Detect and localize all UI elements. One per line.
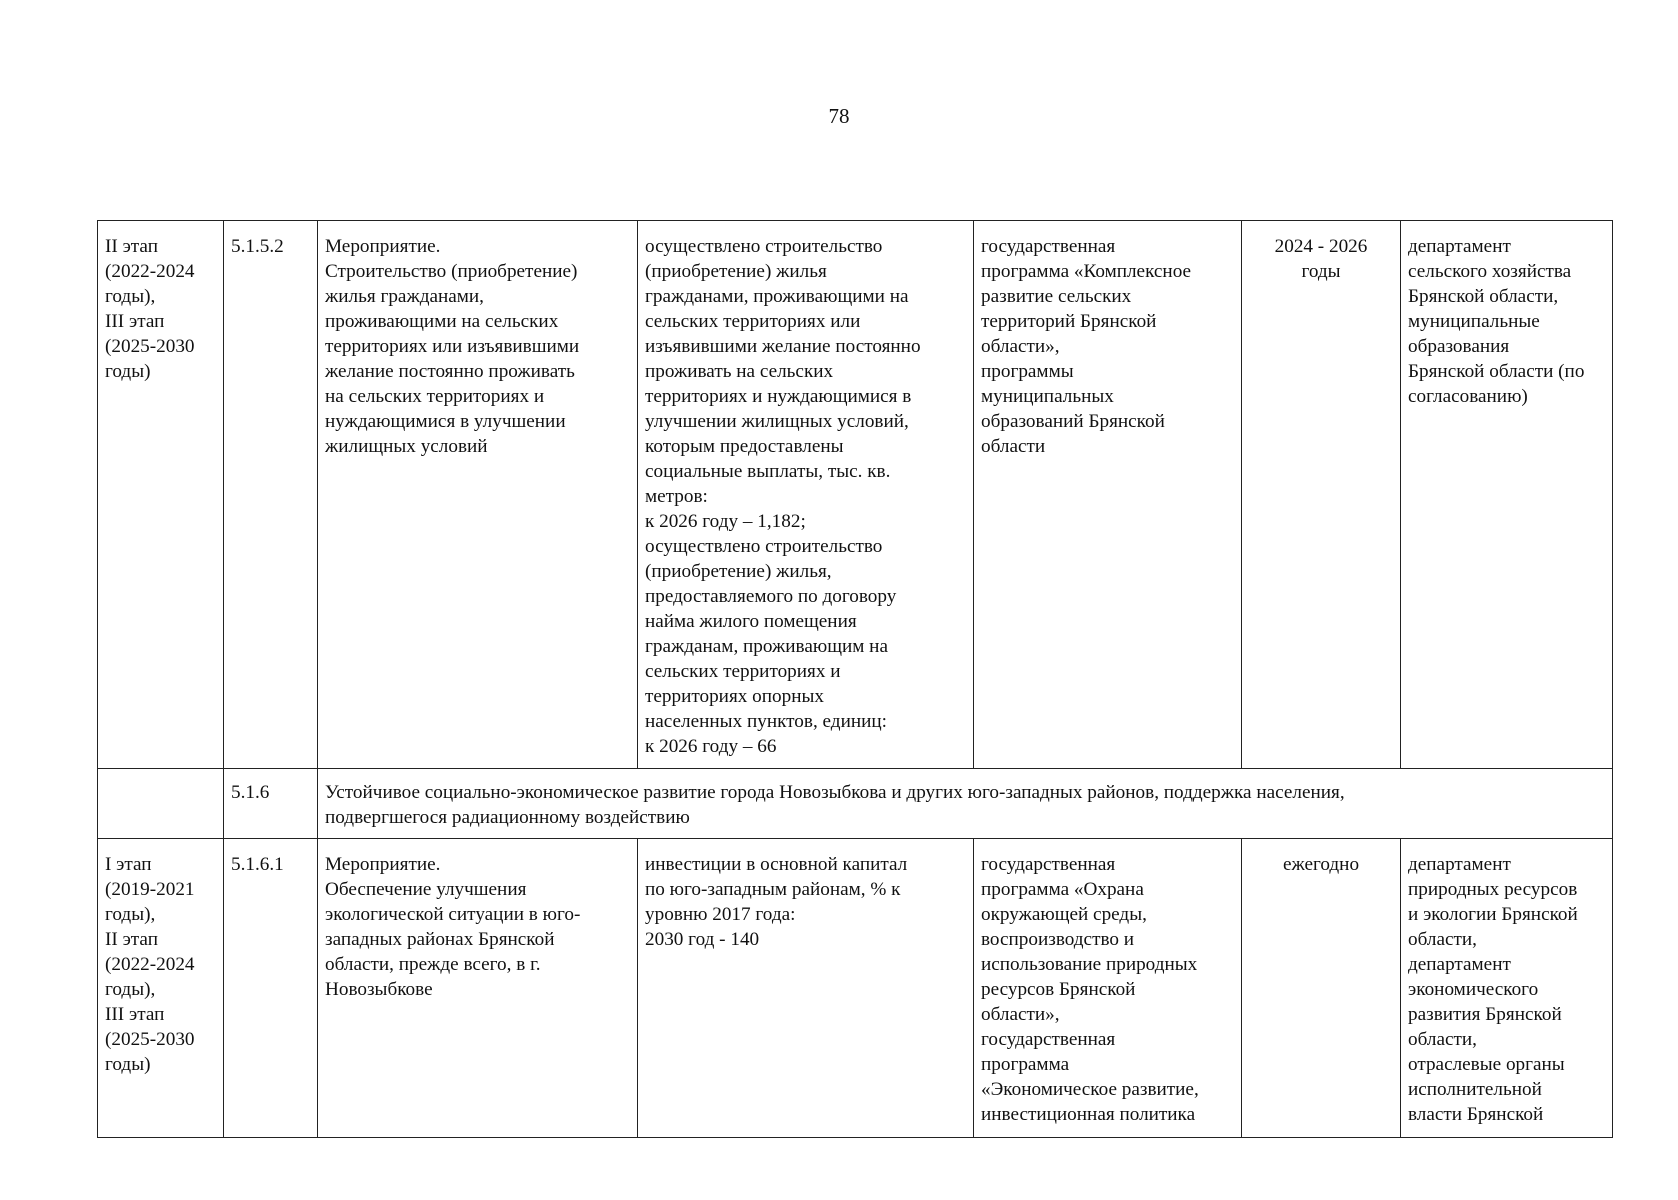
activity-cell: Мероприятие. Обеспечение улучшения экологической ситуации в юго- западных районах Брянской области, прежде всего, в г. Новозыбкове: [318, 839, 638, 1138]
program-cell: государственная программа «Комплексное развитие сельских территорий Брянской области», программы муниципальных образований Брянской области: [974, 221, 1242, 769]
code-cell: 5.1.5.2: [224, 221, 318, 769]
period-cell: 2024 - 2026 годы: [1242, 221, 1401, 769]
stage-cell: [98, 769, 224, 839]
stage-cell: II этап (2022-2024 годы), III этап (2025-2030 годы): [98, 221, 224, 769]
page-number: 78: [828, 104, 850, 128]
activity-cell: Мероприятие. Строительство (приобретение) жилья гражданами, проживающими на сельских территориях или изъявившими желание постоянно проживать на сельских территориях и нуждающимися в улучшении жилищных условий: [318, 221, 638, 769]
indicator-cell: осуществлено строительство (приобретение) жилья гражданами, проживающими на сельских территориях или изъявившими желание постоянно проживать на сельских территориях и нуждающимися в улучшении жилищных условий, которым предоставлены социальные выплаты, тыс. кв. метров: к 2026 году – 1,182; осуществлено строительство (приобретение) жилья, предоставляемого по договору найма жилого помещения гражданам, проживающим на сельских территориях и территориях опорных населенных пунктов, единиц: к 2026 году – 66: [638, 221, 974, 769]
table-row: [98, 839, 1613, 1138]
section-title-cell: Устойчивое социально-экономическое развитие города Новозыбкова и других юго-западных районов, поддержка населения, подвергшегося радиационному воздействию: [318, 769, 1613, 839]
measures-table: [97, 220, 1613, 1138]
indicator-cell: инвестиции в основной капитал по юго-западным районам, % к уровню 2017 года: 2030 год - 140: [638, 839, 974, 1138]
responsible-cell: департамент природных ресурсов и экологии Брянской области, департамент экономического развития Брянской области, отраслевые органы исполнительной власти Брянской: [1401, 839, 1613, 1138]
table-row: [98, 221, 1613, 769]
period-cell: ежегодно: [1242, 839, 1401, 1138]
program-cell: государственная программа «Охрана окружающей среды, воспроизводство и использование природных ресурсов Брянской области», государственная программа «Экономическое развитие, инвестиционная политика: [974, 839, 1242, 1138]
table-row: [98, 769, 1613, 839]
code-cell: 5.1.6: [224, 769, 318, 839]
stage-cell: I этап (2019-2021 годы), II этап (2022-2024 годы), III этап (2025-2030 годы): [98, 839, 224, 1138]
code-cell: 5.1.6.1: [224, 839, 318, 1138]
responsible-cell: департамент сельского хозяйства Брянской области, муниципальные образования Брянской области (по согласованию): [1401, 221, 1613, 769]
